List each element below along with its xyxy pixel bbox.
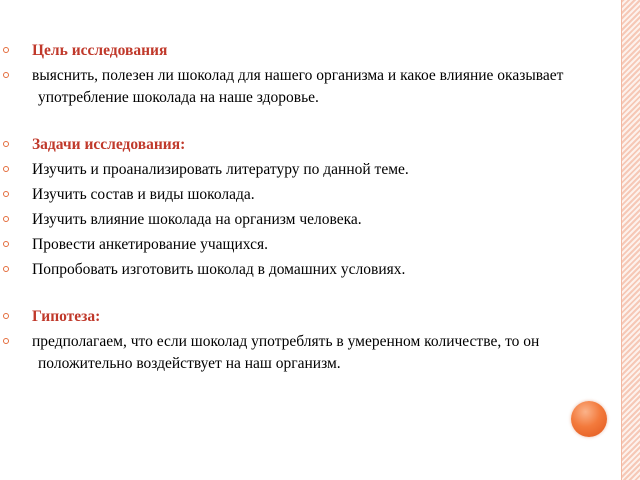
item-text: Изучить влияние шоколада на организм человека.: [32, 211, 362, 228]
heading-text: Цель исследования: [32, 42, 168, 59]
item-text: Изучить и проанализировать литературу по данной теме.: [32, 161, 409, 178]
circle-bullet-icon: [3, 166, 9, 172]
circle-bullet-icon: [3, 216, 9, 222]
section-heading-hypothesis: [32, 306, 617, 328]
list-item: [32, 234, 617, 256]
circle-bullet-icon: [3, 241, 9, 247]
circle-bullet-icon: [3, 266, 9, 272]
circle-bullet-icon: [3, 338, 9, 344]
list-item: [32, 259, 617, 281]
spacer: [32, 284, 617, 306]
section-heading-goal: [32, 40, 617, 62]
circle-bullet-icon: [3, 72, 9, 78]
list-item: [32, 331, 617, 375]
item-text: Провести анкетирование учащихся.: [32, 236, 268, 253]
orange-circle-decoration: [571, 401, 607, 437]
list-item: [32, 65, 617, 109]
list-item: [32, 184, 617, 206]
item-text: Изучить состав и виды шоколада.: [32, 186, 255, 203]
slide-content: [32, 40, 617, 378]
circle-bullet-icon: [3, 191, 9, 197]
circle-bullet-icon: [3, 313, 9, 319]
item-text: Попробовать изготовить шоколад в домашних условиях.: [32, 261, 406, 278]
heading-text: Гипотеза:: [32, 308, 101, 325]
list-item: [32, 209, 617, 231]
circle-bullet-icon: [3, 141, 9, 147]
decorative-border-stripe: [622, 0, 640, 480]
heading-text: Задачи исследования:: [32, 136, 186, 153]
section-heading-tasks: [32, 134, 617, 156]
item-text: предполагаем, что если шоколад употреблять в умеренном количестве, то он положительно воздействует на наш организм.: [32, 333, 540, 372]
list-item: [32, 159, 617, 181]
spacer: [32, 112, 617, 134]
circle-bullet-icon: [3, 47, 9, 53]
item-text: выяснить, полезен ли шоколад для нашего организма и какое влияние оказывает употребление шоколада на наше здоровье.: [32, 67, 564, 106]
